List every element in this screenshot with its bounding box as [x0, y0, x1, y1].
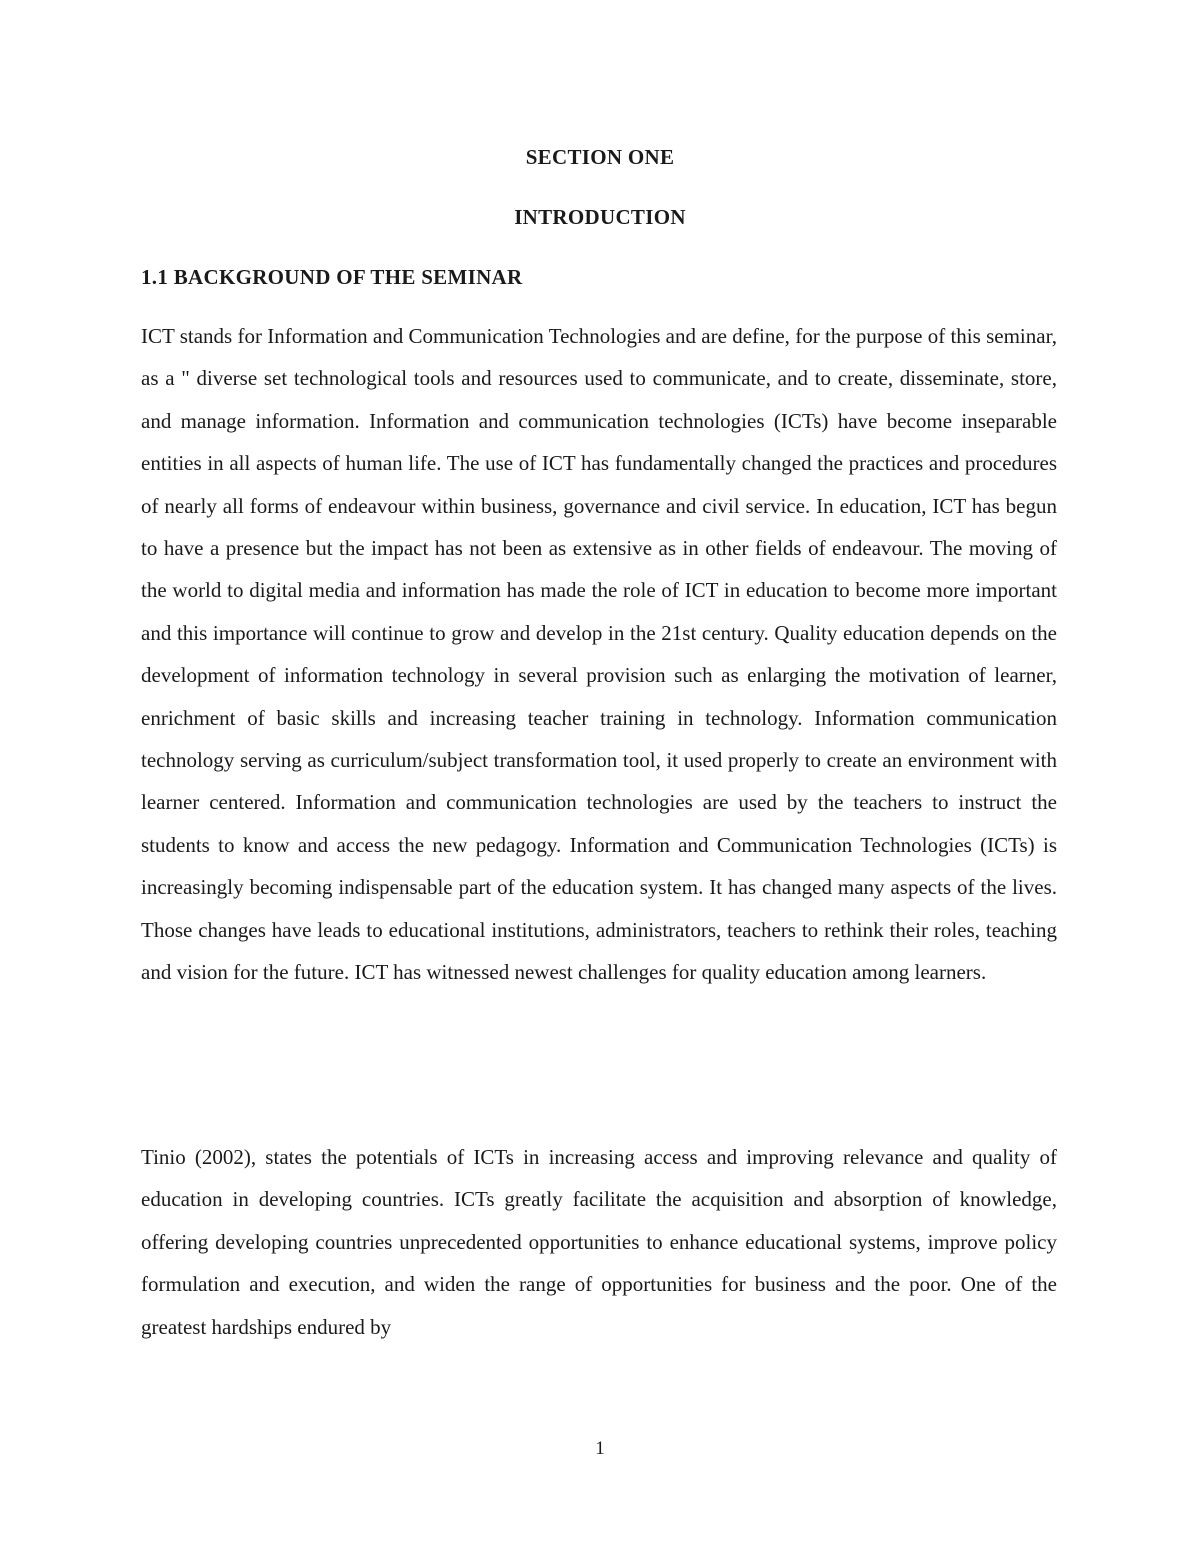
background-subheading: 1.1 BACKGROUND OF THE SEMINAR: [141, 265, 523, 289]
body-paragraph-2: Tinio (2002), states the potentials of ICTs in increasing access and improving relevance and quality of education in developing countries. ICTs greatly facilitate the acquisition and absorption of knowledge, offering developing countries unprecedented opportunities to enhance educational systems, improve policy formulation and execution, and widen the range of opportunities for business and the poor. One of the greatest hardships endured by: [141, 1145, 1057, 1339]
introduction-heading: INTRODUCTION: [514, 205, 686, 229]
section-heading: SECTION ONE: [525, 145, 675, 169]
body-paragraph-1: ICT stands for Information and Communication Technologies and are define, for the purpose of this seminar, as a " diverse set technological tools and resources used to communicate, and to create, disseminate, store, and manage information. Information and communication technologies (ICTs) have become inseparable entities in all aspects of human life. The use of ICT has fundamentally changed the practices and procedures of nearly all forms of endeavour within business, governance and civil service. In education, ICT has begun to have a presence but the impact has not been as extensive as in other fields of endeavour. The moving of the world to digital media and information has made the role of ICT in education to become more important and this importance will continue to grow and develop in the 21st century. Quality education depends on the development of information technology in several provision such as enlarging the motivation of learner, enrichment of basic skills and increasing teacher training in technology. Information communication technology serving as curriculum/subject transformation tool, it used properly to create an environment with learner centered. Information and communication technologies are used by the teachers to instruct the students to know and access the new pedagogy. Information and Communication Technologies (ICTs) is increasingly becoming indispensable part of the education system. It has changed many aspects of the lives. Those changes have leads to educational institutions, administrators, teachers to rethink their roles, teaching and vision for the future. ICT has witnessed newest challenges for quality education among learners.: [141, 324, 1057, 985]
page-number: 1: [595, 1438, 605, 1459]
